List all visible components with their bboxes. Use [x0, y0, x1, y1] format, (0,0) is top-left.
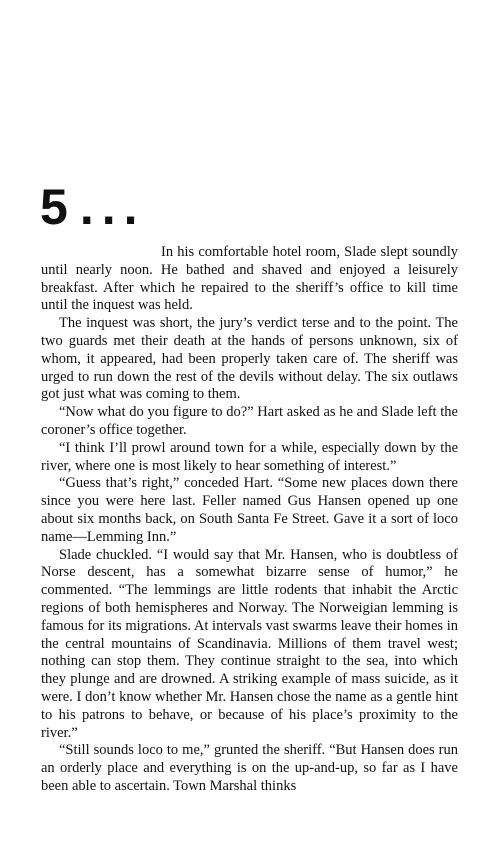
paragraph: In his comfortable hotel room, Slade slept soundly until nearly noon. He bathed and shaved and enjoyed a leisurely breakfast. After which he repaired to the sheriff’s office to kill time until the inquest was held. — [41, 244, 458, 314]
paragraph: “Guess that’s right,” conceded Hart. “Some new places down there since you were here last. Feller named Gus Hansen opened up one about six months back, on South Santa Fe Street. Gave it a sort of loco name—Lemming Inn.” — [41, 475, 458, 545]
paragraph: Slade chuckled. “I would say that Mr. Hansen, who is doubtless of Norse descent, has a somewhat bizarre sense of humor,” he commented. “The lemmings are little rodents that inhabit the Arctic regions of both hemispheres and Norway. The Norweigian lemming is famous for its migrations. At intervals vast swarms leave their homes in the central mountains of Scandinavia. Millions of them travel west; nothing can stop them. They continue straight to the sea, into which they plunge and are drowned. A striking example of mass suicide, as it were. I don’t know whether Mr. Hansen chose the name as a gentle hint to his patrons to behave, or because of his place’s proximity to the river.” — [41, 546, 458, 741]
paragraph: “Now what do you figure to do?” Hart asked as he and Slade left the coroner’s office together. — [41, 404, 458, 438]
chapter-body — [41, 244, 458, 796]
paragraph: “Still sounds loco to me,” grunted the sheriff. “But Hansen does run an orderly place and everything is on the up-and-up, so far as I have been able to ascertain. Town Marshal thinks — [41, 742, 458, 794]
chapter-number: 5 — [40, 179, 70, 235]
chapter-heading — [40, 179, 146, 235]
paragraph: The inquest was short, the jury’s verdict terse and to the point. The two guards met their death at the hands of persons unknown, six of whom, it appeared, had been properly taken care of. The sheriff was urged to run down the rest of the devils without delay. The six outlaws got just what was coming to them. — [41, 315, 458, 403]
chapter-dots: ... — [79, 179, 146, 235]
paragraph: “I think I’ll prowl around town for a while, especially down by the river, where one is most likely to hear something of interest.” — [41, 439, 458, 474]
